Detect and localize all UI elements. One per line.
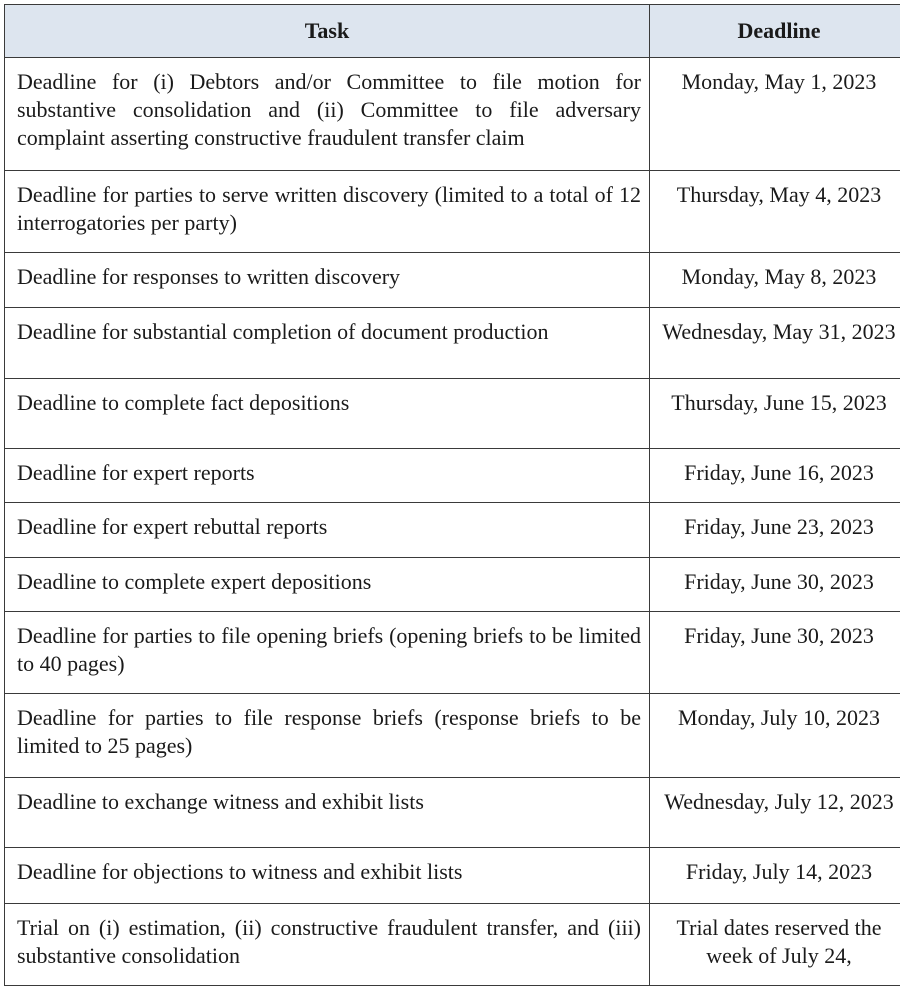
table-row bbox=[5, 848, 900, 904]
table-row bbox=[5, 379, 900, 449]
task-cell: Deadline for responses to written discovery bbox=[5, 253, 650, 308]
task-cell: Deadline for objections to witness and exhibit lists bbox=[5, 848, 650, 904]
table-row bbox=[5, 449, 900, 503]
deadline-cell: Friday, June 16, 2023 bbox=[650, 449, 900, 503]
table-row bbox=[5, 558, 900, 612]
deadline-column-header: Deadline bbox=[650, 5, 900, 58]
header-row bbox=[5, 5, 900, 58]
task-cell: Deadline for substantial completion of document production bbox=[5, 308, 650, 379]
table-row bbox=[5, 694, 900, 778]
table-row bbox=[5, 612, 900, 694]
deadline-cell: Friday, June 30, 2023 bbox=[650, 558, 900, 612]
deadline-cell: Monday, July 10, 2023 bbox=[650, 694, 900, 778]
task-cell: Deadline to complete expert depositions bbox=[5, 558, 650, 612]
task-cell: Deadline for parties to file response briefs (response briefs to be limited to 25 pages) bbox=[5, 694, 650, 778]
task-cell: Trial on (i) estimation, (ii) constructive fraudulent transfer, and (iii) substantive consolidation bbox=[5, 904, 650, 986]
table-row bbox=[5, 503, 900, 558]
task-column-header: Task bbox=[5, 5, 650, 58]
task-cell: Deadline to complete fact depositions bbox=[5, 379, 650, 449]
deadline-cell: Wednesday, July 12, 2023 bbox=[650, 778, 900, 848]
deadline-cell: Trial dates reserved the week of July 24, bbox=[650, 904, 900, 986]
table-row bbox=[5, 171, 900, 253]
deadline-cell: Wednesday, May 31, 2023 bbox=[650, 308, 900, 379]
deadline-cell: Thursday, June 15, 2023 bbox=[650, 379, 900, 449]
table-row bbox=[5, 58, 900, 171]
task-cell: Deadline for (i) Debtors and/or Committee to file motion for substantive consolidation and (ii) Committee to file adversary complaint asserting constructive fraudulent transfer claim bbox=[5, 58, 650, 171]
task-cell: Deadline to exchange witness and exhibit lists bbox=[5, 778, 650, 848]
schedule-table bbox=[4, 4, 900, 986]
task-cell: Deadline for parties to file opening briefs (opening briefs to be limited to 40 pages) bbox=[5, 612, 650, 694]
deadline-cell: Monday, May 8, 2023 bbox=[650, 253, 900, 308]
deadline-cell: Thursday, May 4, 2023 bbox=[650, 171, 900, 253]
task-cell: Deadline for expert reports bbox=[5, 449, 650, 503]
deadline-cell: Friday, June 30, 2023 bbox=[650, 612, 900, 694]
deadline-cell: Friday, June 23, 2023 bbox=[650, 503, 900, 558]
table-row bbox=[5, 904, 900, 986]
deadline-cell: Monday, May 1, 2023 bbox=[650, 58, 900, 171]
table-row bbox=[5, 778, 900, 848]
deadline-cell: Friday, July 14, 2023 bbox=[650, 848, 900, 904]
table-row bbox=[5, 308, 900, 379]
task-cell: Deadline for parties to serve written discovery (limited to a total of 12 interrogatories per party) bbox=[5, 171, 650, 253]
table-row bbox=[5, 253, 900, 308]
task-cell: Deadline for expert rebuttal reports bbox=[5, 503, 650, 558]
